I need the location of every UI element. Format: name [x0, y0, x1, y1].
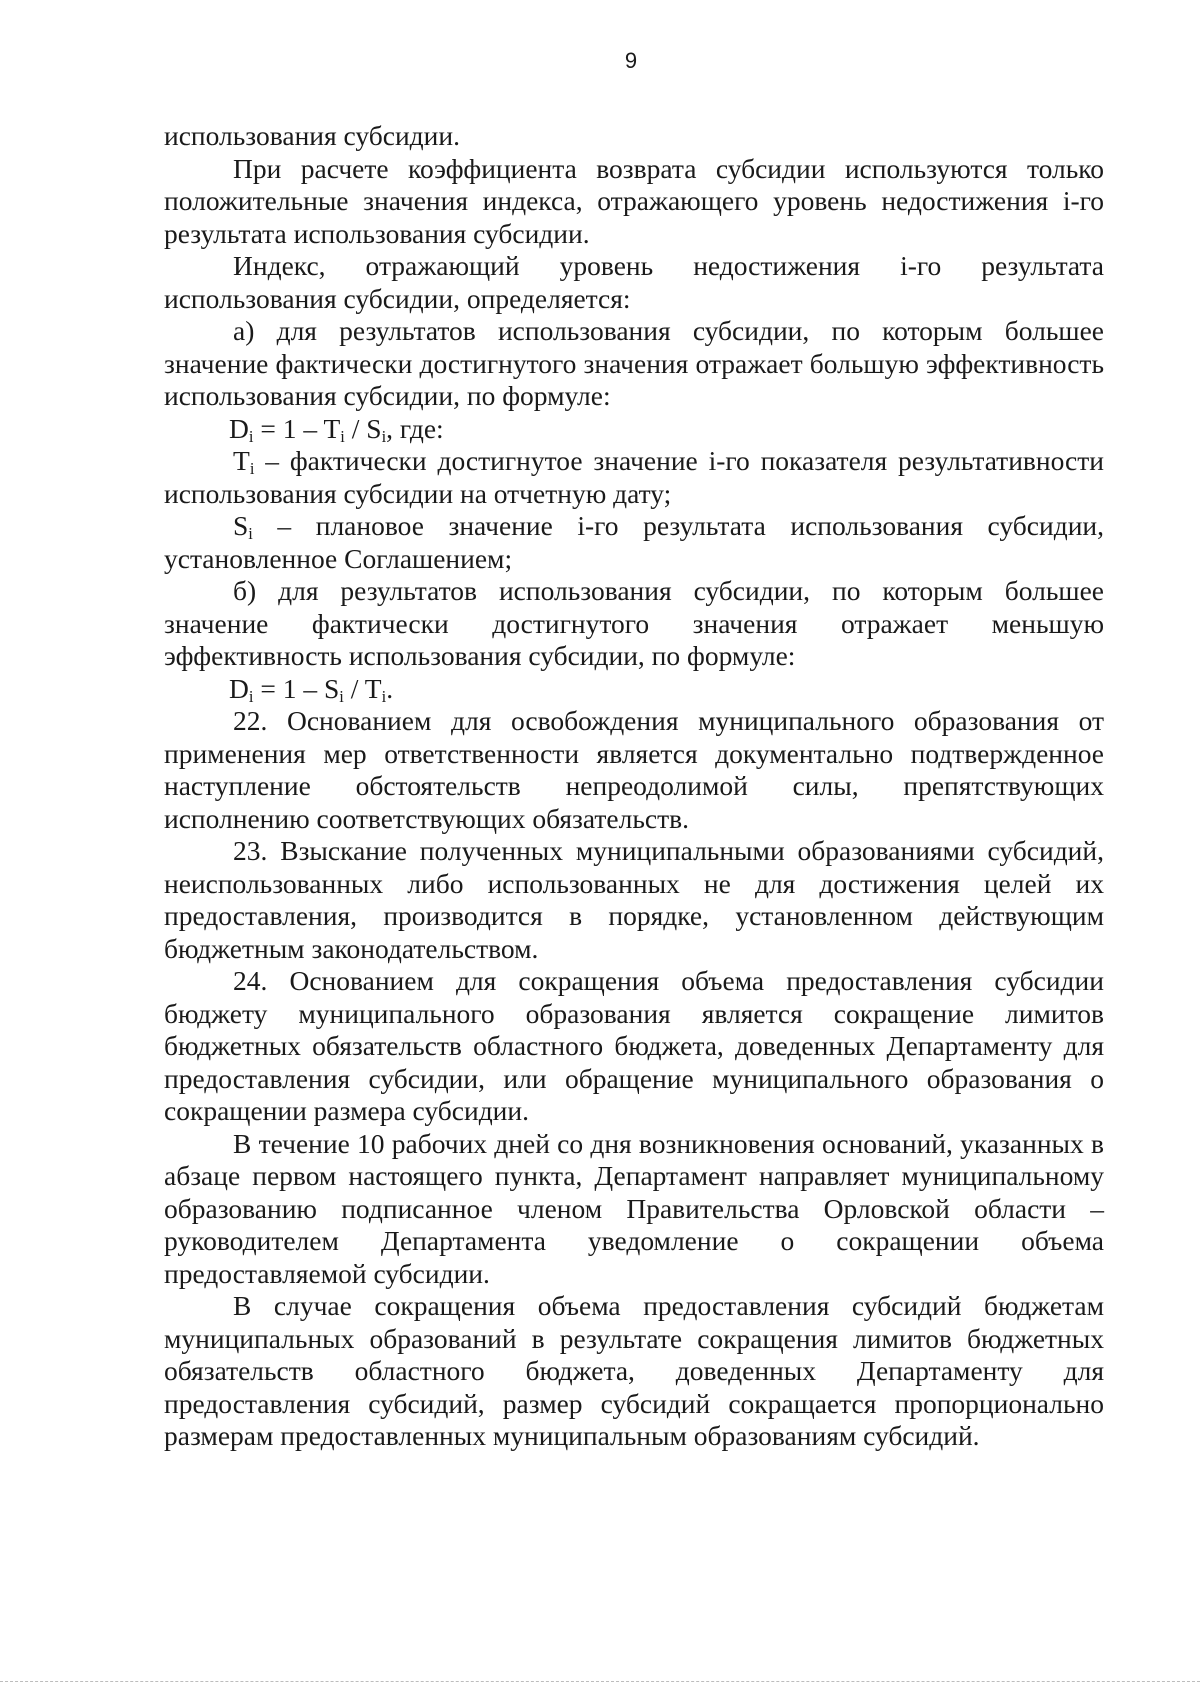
page-number: 9	[624, 48, 638, 73]
document-body	[164, 120, 1104, 1453]
paragraph: Индекс, отражающий уровень недостижения i-го результата использования субсидии, определяется:	[164, 250, 1104, 314]
formula-b: $D_i = 1 - S_i / T_i$.	[229, 672, 394, 706]
paragraph-item-23: 23. Взыскание полученных муниципальными образованиями субсидий, неиспользованных либо использованных не для достижения целей их предоставления, производится в порядке, установленном действующим бюджетным законодательством.	[164, 835, 1104, 964]
paragraph-definition-s: $S_i$ – плановое значение i-го результата использования субсидии, установленное Соглашением;	[164, 510, 1104, 574]
paragraph: а) для результатов использования субсидии, по которым большее значение фактически достигнутого значения отражает большую эффективность использования субсидии, по формуле:	[164, 315, 1104, 411]
paragraph-item-24: 24. Основанием для сокращения объема предоставления субсидии бюджету муниципального образования является сокращение лимитов бюджетных обязательств областного бюджета, доведенных Департаменту для предоставления субсидии, или обращение муниципального образования о сокращении размера субсидии.	[164, 965, 1104, 1126]
paragraph: В течение 10 рабочих дней со дня возникновения оснований, указанных в абзаце первом настоящего пункта, Департамент направляет муниципальному образованию подписанное членом Правительства Орловской области – руководителем Департамента уведомление о сокращении объема предоставляемой субсидии.	[164, 1127, 1104, 1289]
scan-edge-line	[0, 1681, 1200, 1702]
paragraph: б) для результатов использования субсидии, по которым большее значение фактически достигнутого значения отражает меньшую эффективность использования субсидии, по формуле:	[164, 575, 1104, 671]
paragraph: При расчете коэффициента возврата субсидии используются только положительные значения индекса, отражающего уровень недостижения i-го результата использования субсидии.	[164, 152, 1104, 249]
paragraph: В случае сокращения объема предоставления субсидий бюджетам муниципальных образований в результате сокращения лимитов бюджетных обязательств областного бюджета, доведенных Департаменту для предоставления субсидий, размер субсидий сокращается пропорционально размерам предоставленных муниципальным образованиям субсидий.	[164, 1290, 1104, 1451]
formula-a: $D_i = 1 - T_i / S_i$, где:	[229, 412, 444, 446]
paragraph-item-22: 22. Основанием для освобождения муниципального образования от применения мер ответственности является документально подтвержденное наступление обстоятельств непреодолимой силы, препятствующих исполнению соответствующих обязательств.	[164, 705, 1104, 834]
paragraph: использования субсидии.	[164, 120, 460, 151]
paragraph-definition-t: $T_i$ – фактически достигнутое значение i-го показателя результативности использования субсидии на отчетную дату;	[164, 445, 1104, 509]
